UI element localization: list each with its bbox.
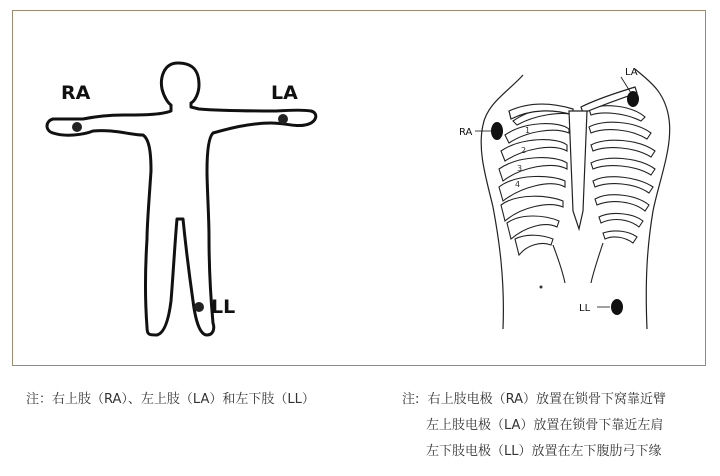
body-silhouette-diagram — [13, 11, 343, 367]
ll-electrode — [194, 302, 204, 312]
la-electrode — [278, 114, 288, 124]
ll-label: LL — [579, 303, 591, 314]
rib-number-4: 4 — [515, 180, 521, 189]
right-caption-prefix: 注: — [402, 392, 420, 407]
la-label: LA — [625, 67, 638, 78]
right-caption-text-1: 右上肢电极（RA）放置在锁骨下窝靠近臂 — [427, 392, 667, 407]
rib-number-2: 2 — [521, 146, 527, 155]
rib-number-1: 1 — [525, 126, 531, 135]
right-caption-line-1 — [402, 387, 666, 413]
sternum — [569, 111, 587, 229]
la-label: LA — [271, 82, 298, 104]
rib-number-3: 3 — [517, 164, 523, 173]
ll-electrode — [611, 299, 623, 315]
left-caption: 注：右上肢（RA）、左上肢（LA）和左下肢（LL） — [26, 392, 315, 407]
body-silhouette-panel — [13, 11, 343, 365]
la-electrode — [627, 91, 639, 107]
ribcage-diagram — [413, 11, 707, 367]
right-caption-line-2: 左上肢电极（LA）放置在锁骨下靠近左肩 — [426, 418, 664, 433]
right-caption-line-3: 左下肢电极（LL）放置在左下腹肋弓下缘 — [426, 444, 662, 459]
ra-electrode — [491, 122, 503, 140]
ll-label: LL — [211, 296, 236, 318]
ra-label: RA — [61, 82, 91, 104]
ra-label: RA — [459, 127, 473, 138]
ra-electrode — [72, 122, 82, 132]
figure-frame — [12, 10, 706, 366]
navel — [540, 286, 543, 289]
right-caption — [402, 387, 666, 465]
ribcage-panel — [413, 11, 707, 365]
